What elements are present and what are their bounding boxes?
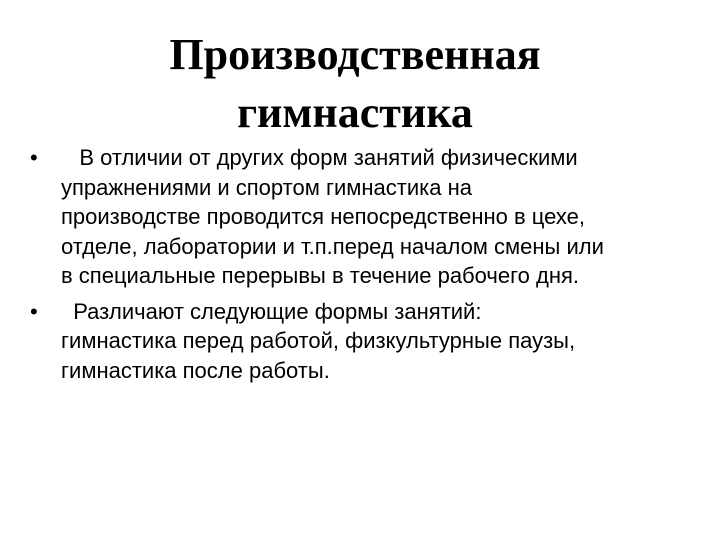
title-line: Производственная xyxy=(169,30,541,79)
bullet-icon: • xyxy=(30,145,38,170)
bullet-text-line: гимнастика после работы. xyxy=(61,357,330,383)
bullet-icon: • xyxy=(30,298,38,324)
bullet-text-line: производстве проводится непосредственно в цехе, xyxy=(61,204,585,229)
slide-title xyxy=(100,26,610,142)
title-line: гимнастика xyxy=(237,88,473,137)
bullet-list xyxy=(30,143,700,391)
bullet-text-line: упражнениями и спортом гимнастика на xyxy=(61,174,472,200)
bullet-text-line: Различают следующие формы занятий: xyxy=(61,298,482,324)
bullet-text-line: отделе, лаборатории и т.п.перед началом смены или xyxy=(61,233,604,259)
bullet-text-line: В отличии от других форм занятий физическими xyxy=(61,145,578,170)
bullet-item xyxy=(30,297,700,386)
bullet-text-line: гимнастика перед работой, физкультурные паузы, xyxy=(61,328,576,353)
bullet-item xyxy=(30,143,700,291)
bullet-text-line: в специальные перерывы в течение рабочего дня. xyxy=(61,263,579,288)
